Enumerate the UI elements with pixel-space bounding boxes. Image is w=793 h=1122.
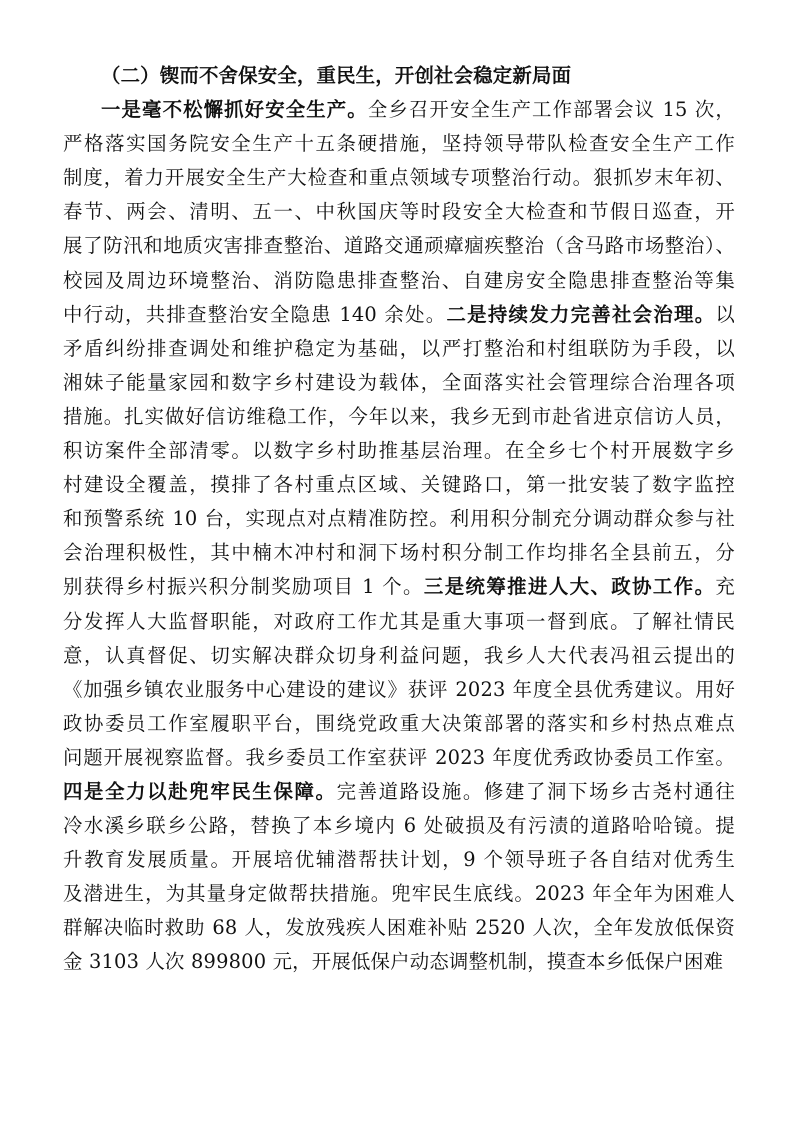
text-run: 措施。扎实做好信访维稳工作，今年以来，我乡无到市赴省进京信访人员， [63,404,735,428]
text-line [63,161,735,195]
text-line [63,264,735,298]
text-line [63,775,735,809]
text-run: 升教育发展质量。开展培优辅潜帮扶计划，9 个领导班子各自结对优秀生 [63,848,735,872]
bold-lead-phrase: 二是持续发力完善社会治理。 [446,302,716,326]
text-run: 问题开展视察监督。我乡委员工作室获评 2023 年度优秀政协委员工作室。 [63,745,735,769]
text-run: 完善道路设施。修建了洞下场乡古尧村通往 [336,779,735,803]
text-line [63,570,735,604]
section-heading: （二）锲而不舍保安全，重民生，开创社会稳定新局面 [101,64,572,87]
text-line [63,673,735,707]
text-run: 政协委员工作室履职平台，围绕党政重大决策部署的落实和乡村热点难点 [63,711,735,735]
body-paragraph [63,93,735,979]
text-run: 全乡召开安全生产工作部署会议 15 次， [367,98,735,122]
text-run: 湘妹子能量家园和数字乡村建设为载体，全面落实社会管理综合治理各项 [63,370,735,394]
text-line [63,877,735,911]
text-line [63,400,735,434]
text-line [63,502,735,536]
text-run: 严格落实国务院安全生产十五条硬措施，坚持领导带队检查安全生产工作 [63,132,735,156]
text-run: 校园及周边环境整治、消防隐患排查整治、自建房安全隐患排查整治等集 [63,268,735,292]
text-run: 意，认真督促、切实解决群众切身利益问题，我乡人大代表冯祖云提出的 [63,643,735,667]
text-line [63,809,735,843]
text-run: 矛盾纠纷排查调处和维护稳定为基础，以严打整治和村组联防为手段，以 [63,336,735,360]
text-line [63,366,735,400]
text-run: 《加强乡镇农业服务中心建设的建议》获评 2023 年度全县优秀建议。用好 [63,677,735,701]
text-line [63,332,735,366]
text-run: 充 [715,575,735,599]
text-run: 村建设全覆盖，摸排了各村重点区域、关键路口，第一批安装了数字监控 [63,473,735,497]
text-line [63,536,735,570]
text-run: 中行动，共排查整治安全隐患 140 余处。 [63,302,447,326]
text-run: 以 [715,302,735,326]
text-line [63,741,735,775]
text-run: 展了防汛和地质灾害排查整治、道路交通顽瘴痼疾整治（含马路市场整治）、 [63,234,735,258]
text-run: 冷水溪乡联乡公路，替换了本乡境内 6 处破损及有污渍的道路哈哈镜。提 [63,814,735,838]
text-line [63,707,735,741]
text-line [63,229,735,263]
text-line [63,605,735,639]
text-line [63,468,735,502]
text-run: 春节、两会、清明、五一、中秋国庆等时段安全大检查和节假日巡查，开 [63,200,735,224]
text-run: 制度，着力开展安全生产大检查和重点领域专项整治行动。狠抓岁末年初、 [63,166,735,190]
text-run: 和预警系统 10 台，实现点对点精准防控。利用积分制充分调动群众参与社 [63,507,735,531]
text-line [63,195,735,229]
text-run: 会治理积极性，其中楠木冲村和洞下场村积分制工作均排名全县前五，分 [63,541,735,565]
bold-lead-phrase: 三是统筹推进人大、政协工作。 [423,575,716,599]
text-run: 别获得乡村振兴积分制奖励项目 1 个。 [63,575,424,599]
text-run: 金 3103 人次 899800 元，开展低保户动态调整机制，摸查本乡低保户困难 [63,950,724,974]
document-body [63,59,735,980]
bold-lead-phrase: 四是全力以赴兜牢民生保障。 [63,779,337,803]
text-line [63,911,735,945]
bold-lead-phrase: 一是毫不松懈抓好安全生产。 [101,98,368,122]
text-line [63,945,735,979]
text-run: 及潜进生，为其量身定做帮扶措施。兜牢民生底线。2023 年全年为困难人 [63,882,735,906]
text-run: 群解决临时救助 68 人，发放残疾人困难补贴 2520 人次，全年发放低保资 [63,916,735,940]
text-line [63,434,735,468]
text-run: 分发挥人大监督职能，对政府工作尤其是重大事项一督到底。了解社情民 [63,609,735,633]
text-run: 积访案件全部清零。以数字乡村助推基层治理。在全乡七个村开展数字乡 [63,439,735,463]
text-line [63,639,735,673]
text-line [63,93,735,127]
text-line [63,843,735,877]
text-line [63,127,735,161]
text-line [63,298,735,332]
